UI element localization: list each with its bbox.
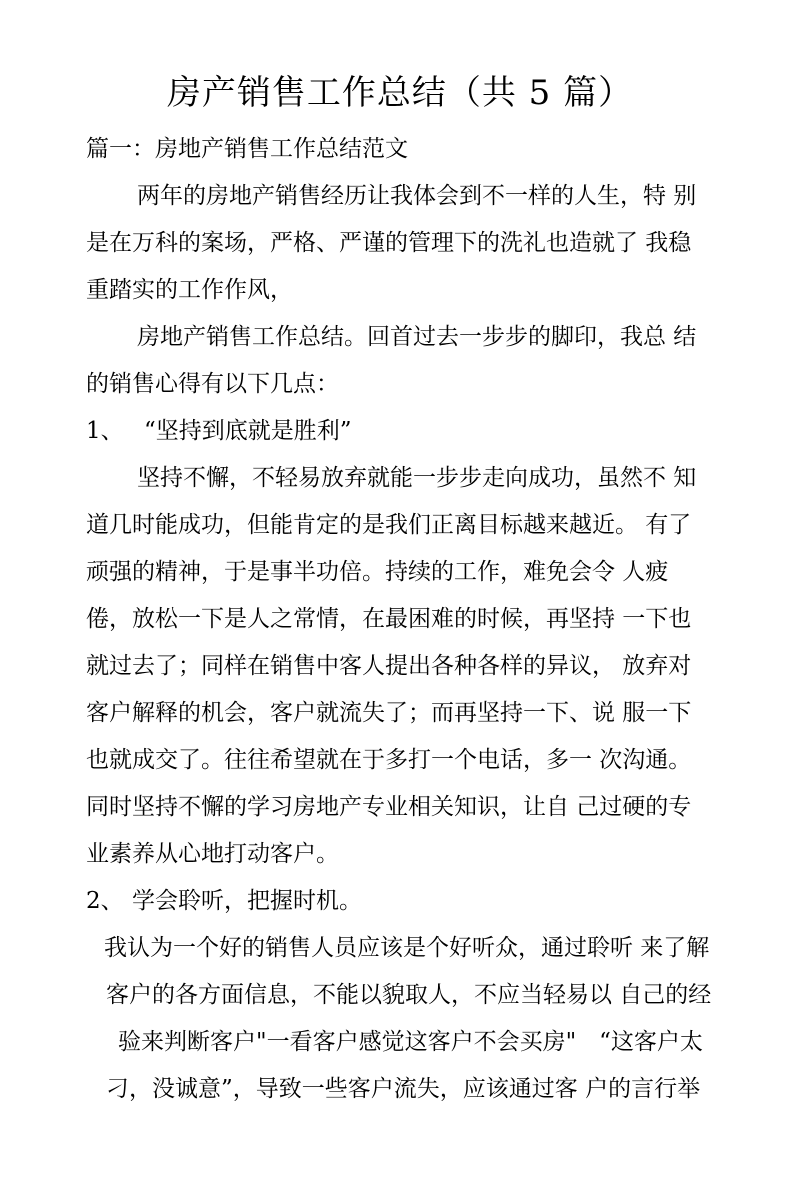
paragraph-line: 验来判断客户"一看客户感觉这客户不会买房" “这客户太 [118,1029,703,1055]
paragraph-line: 两年的房地产销售经历让我体会到不一样的人生，特 别 [137,183,697,209]
paragraph-line: 倦，放松一下是人之常情，在最困难的时候，再坚持 一下也 [86,606,692,632]
list-item [86,416,352,446]
list-item-text: 学会聆听，把握时机。 [132,888,362,914]
paragraph-line: 坚持不懈，不轻易放弃就能一步步走向成功，虽然不 知 [137,465,697,491]
section-heading: 篇一：房地产销售工作总结范文 [86,136,408,162]
paragraph-line: 的销售心得有以下几点： [86,371,339,397]
paragraph-line: 重踏实的工作作风， [86,277,293,303]
paragraph-line: 就过去了；同样在销售中客人提出各种各样的异议， 放弃对 [86,653,692,679]
paragraph-line: 也就成交了。往往希望就在于多打一个电话，多一 次沟通。 [86,747,692,773]
paragraph-line: 顽强的精神，于是事半功倍。持续的工作，难免会令 人疲 [86,559,669,585]
paragraph-line: 房地产销售工作总结。回首过去一步步的脚印，我总 结 [137,324,697,350]
paragraph-line: 我认为一个好的销售人员应该是个好听众，通过聆听 来了解 [104,935,710,961]
list-item [86,886,362,916]
list-item-marker: 2、 [86,888,124,914]
paragraph-line: 业素养从心地打动客户。 [86,841,339,867]
document-title: 房产销售工作总结（共 5 篇） [166,73,634,113]
paragraph-line: 客户解释的机会，客户就流失了；而再坚持一下、说 服一下 [86,700,692,726]
paragraph-line: 道几时能成功，但能肯定的是我们正离目标越来越近。 有了 [86,512,692,538]
list-item-marker: 1、 [86,418,124,444]
paragraph-line: 客户的各方面信息，不能以貌取人，不应当轻易以 自己的经 [106,982,712,1008]
paragraph-line: 刁，没诚意”，导致一些客户流失，应该通过客 户的言行举 [106,1076,701,1102]
paragraph-line: 是在万科的案场，严格、严谨的管理下的洗礼也造就了 我稳 [86,230,692,256]
list-item-text: “坚持到底就是胜利” [144,418,352,444]
paragraph-line: 同时坚持不懈的学习房地产专业相关知识，让自 己过硬的专 [86,794,692,820]
